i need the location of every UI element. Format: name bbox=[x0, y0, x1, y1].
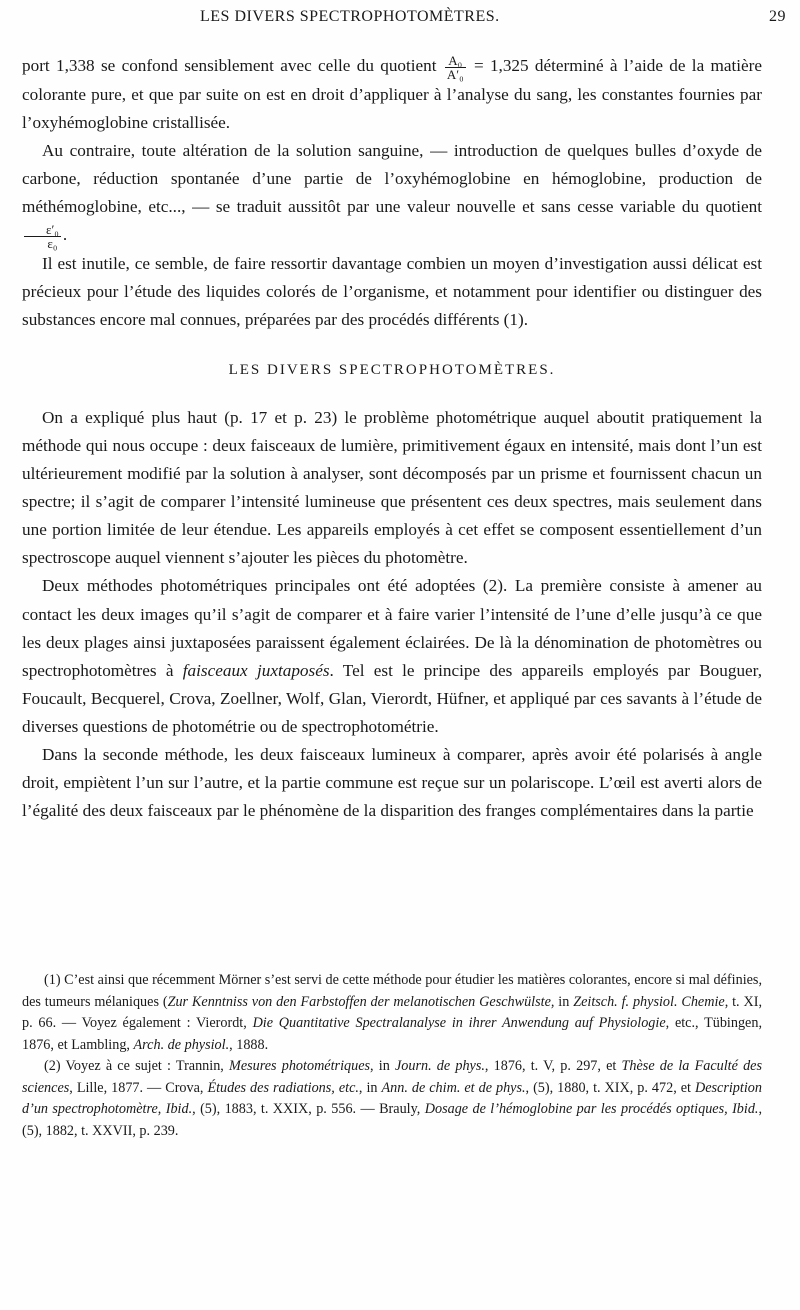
text-run: (2) Voyez à ce sujet : Trannin, bbox=[44, 1058, 230, 1074]
paragraph bbox=[22, 572, 762, 741]
running-head bbox=[22, 8, 786, 34]
running-title: LES DIVERS SPECTROPHOTOMÈTRES. bbox=[200, 8, 500, 25]
text-run: , bbox=[157, 1101, 166, 1117]
italic-title: Ann. de chim. et de phys. bbox=[381, 1079, 526, 1096]
text-run: , etc., Tübingen, 1876, et Lambling, bbox=[22, 1015, 762, 1053]
text-run: , in bbox=[370, 1058, 395, 1074]
italic-title: Ibid. bbox=[165, 1101, 193, 1117]
italic-title: Zur Kenntniss von den Farbstoffen der melanotischen Geschwülste, bbox=[167, 993, 555, 1010]
paragraph: Il est inutile, ce semble, de faire ressortir davantage combien un moyen d’investigation aussi délicat est précieux pour l’étude des liquides colorés de l’organisme, et notamment pour identifier ou distinguer des substances encore mal connues, préparées par des procédés différents (1). bbox=[22, 253, 762, 329]
text-run: , (5), 1880, t. XIX, p. 472, et bbox=[525, 1079, 695, 1096]
paragraph-continued bbox=[22, 52, 762, 137]
text-run: port 1,338 se confond sensiblement avec celle du quotient bbox=[22, 56, 437, 75]
epsilon-fraction bbox=[24, 223, 61, 250]
italic-title: Die Quantitative Spectralanalyse in ihrer Anwendung auf Physiologie bbox=[252, 1015, 666, 1031]
paragraph bbox=[22, 137, 762, 250]
italic-title: Description d’un spectrophotomètre bbox=[22, 1079, 762, 1117]
section-heading: LES DIVERS SPECTROPHOTOMÈTRES. bbox=[228, 361, 556, 378]
quotient-fraction bbox=[445, 54, 466, 81]
text-run: , (5), 1882, t. XXVII, p. 239. bbox=[22, 1101, 763, 1139]
italic-title: Thèse de la Faculté des sciences bbox=[22, 1058, 762, 1096]
footnotes bbox=[22, 970, 762, 1142]
text-run: , Lille, 1877. — Crova, bbox=[69, 1079, 208, 1096]
text-run: . Tel est le principe des appareils employés par Bouguer, Foucault, Becquerel, Crova, Zoellner, Wolf, Glan, Vierordt, Hüfner, et appliqué par ces savants à l’étude de diverses questions de photométrie ou de spectrophotométrie. bbox=[22, 660, 763, 736]
text-run: (1) C’est ainsi que récemment Mörner s’est servi de cette méthode pour étudier les matières colorantes, encore si mal définies, des tumeurs mélaniques ( bbox=[22, 972, 762, 1010]
paragraph: Dans la seconde méthode, les deux faisceaux lumineux à comparer, après avoir été polarisés à angle droit, empiètent l’un sur l’autre, et la partie commune est reçue sur un polariscope. L’œil est averti alors de l’égalité des deux faisceaux par le phénomène de la disparition des franges complémentaires dans la partie bbox=[22, 744, 762, 821]
italic-title: Études des radiations, etc. bbox=[207, 1079, 359, 1096]
text-run: Au contraire, toute altération de la solution sanguine, — introduction de quelques bulles d’oxyde de carbone, réduction spontanée d’une partie de l’oxyhémoglobine en hémoglobine, production de méthémoglobine, etc..., — se traduit aussitôt par une valeur nouvelle et sans cesse variable du quotient bbox=[22, 140, 762, 216]
text-run: = 1,325 déterminé à l’aide de la matière colorante pure, et que par suite on est en droit d’appliquer à l’analyse du sang, les constantes fournies par l’oxyhémoglobine cristallisée. bbox=[22, 56, 763, 132]
page-number: 29 bbox=[769, 8, 786, 25]
paragraph: On a expliqué plus haut (p. 17 et p. 23) le problème photométrique auquel aboutit pratiquement la méthode qui nous occupe : deux faisceaux de lumière, primitivement égaux en intensité, mais dont l’un est ultérieurement modifié par la solution à analyser, sont décomposés par un prisme et fournissent chacun un spectre; il s’agit de comparer l’intensité lumineuse que présentent ces deux spectres, mais seulement dans une portion limitée de leur étendue. Les appareils employés à cet effet se composent essentiellement d’un spectroscope auquel viennent s’ajouter les pièces du photomètre. bbox=[22, 407, 762, 568]
text-run: Deux méthodes photométriques principales ont été adoptées (2). La première consiste à amener au contact les deux images qu’il s’agit de comparer et à faire varier l’intensité de l’une d’elle jusqu’à ce que les deux plages ainsi juxtaposées paraissent également éclairées. De là la dénomination de photomètres ou spectrophotomètres à bbox=[22, 576, 762, 680]
text-run: , (5), 1883, t. XXIX, p. 556. — Brauly, bbox=[192, 1101, 425, 1117]
footnote-2 bbox=[22, 1056, 762, 1142]
text-run: , 1876, t. V, p. 297, et bbox=[484, 1058, 622, 1074]
italic-title: Dosage de l’hémoglobine par les procédés optiques, Ibid. bbox=[424, 1101, 759, 1117]
footnote-1 bbox=[22, 970, 762, 1056]
text-run: in bbox=[554, 993, 574, 1010]
fraction-numerator: A₀ bbox=[445, 54, 466, 68]
text-run: , in bbox=[358, 1079, 382, 1096]
text-run: , 1888. bbox=[229, 1036, 269, 1053]
italic-title: Zeitsch. f. physiol. Chemie bbox=[573, 993, 725, 1010]
text-run: . bbox=[62, 225, 68, 245]
italic-term: faisceaux juxtaposés bbox=[182, 660, 330, 680]
italic-title: Journ. de phys. bbox=[394, 1058, 485, 1074]
fraction-denominator: A′₀ bbox=[446, 66, 464, 82]
fraction-denominator: ε₀ bbox=[47, 235, 58, 251]
italic-title: Arch. de physiol. bbox=[133, 1036, 230, 1053]
main-text bbox=[22, 52, 762, 825]
fraction-numerator: ε′₀ bbox=[24, 223, 61, 237]
text-run: , t. XI, p. 66. — Voyez également : Vierordt, bbox=[22, 993, 762, 1031]
italic-title: Mesures photométriques bbox=[229, 1058, 371, 1074]
